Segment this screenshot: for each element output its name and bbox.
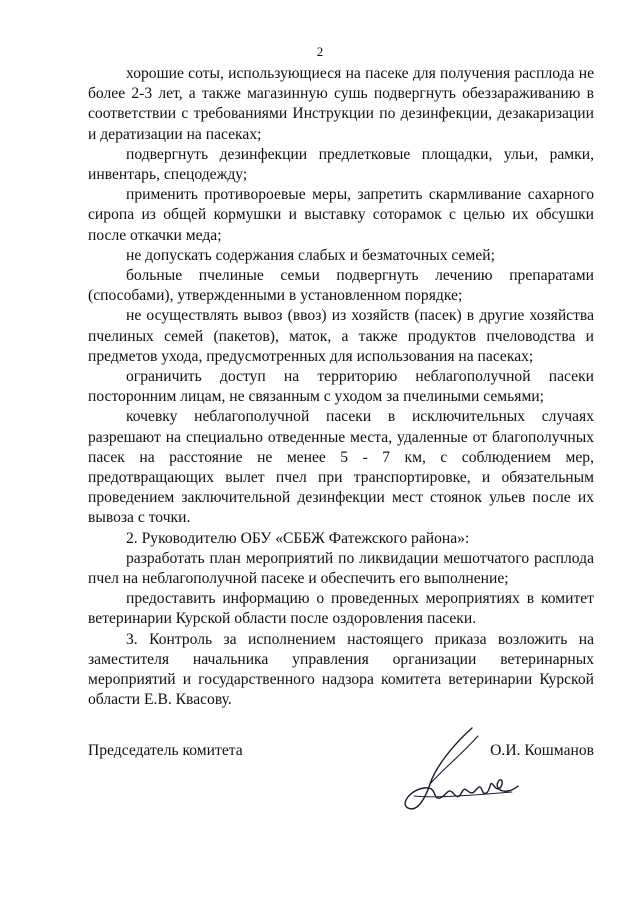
paragraph: кочевку неблагополучной пасеки в исключительных случаях разрешают на специально отведенные места, удаленные от благополучных пасек на расстояние не менее 5 - 7 км, с соблюдением мер, предотвращающих вылет пчел при транспортировке, и обязательным проведением заключительной дезинфекции мест стоянок ульев после их вывоза с точки. — [88, 408, 594, 527]
paragraph: не осуществлять вывоз (ввоз) из хозяйств (пасек) в другие хозяйства пчелиных семей (пакетов), маток, а также продуктов пчеловодства и предметов ухода, предусмотренных для использования на пасеках; — [88, 307, 594, 365]
paragraph: ограничить доступ на территорию неблагополучной пасеки посторонним лицам, не связанным с уходом за пчелиными семьями; — [88, 368, 594, 406]
paragraph: 3. Контроль за исполнением настоящего приказа возложить на заместителя начальника управления организации ветеринарных мероприятий и государственного надзора комитета ветеринарии Курской области Е.В. Квасову. — [88, 630, 594, 709]
signature-block — [88, 738, 594, 818]
paragraph: предоставить информацию о проведенных мероприятиях в комитет ветеринарии Курской области после оздоровления пасеки. — [88, 590, 594, 628]
paragraph: применить противороевые меры, запретить скармливание сахарного сиропа из общей кормушки и выставку соторамок с целью их обсушки после откачки меда; — [88, 186, 594, 244]
document-body — [88, 64, 594, 711]
section-heading: 2. Руководителю ОБУ «СББЖ Фатежского района»: — [126, 529, 470, 547]
paragraph: подвергнуть дезинфекции предлетковые площадки, ульи, рамки, инвентарь, спецодежду; — [88, 145, 594, 184]
paragraph: больные пчелиные семьи подвергнуть лечению препаратами (способами), утвержденными в установленном порядке; — [88, 267, 594, 305]
paragraph: разработать план мероприятий по ликвидации мешотчатого расплода пчел на неблагополучной пасеке и обеспечить его выполнение; — [88, 549, 594, 588]
signatory-name: О.И. Кошманов — [490, 742, 594, 759]
signatory-title: Председатель комитета — [88, 742, 243, 759]
handwritten-signature — [394, 726, 524, 818]
paragraph: хорошие соты, использующиеся на пасеке для получения расплода не более 2-3 лет, а также магазинную сушь подвергнуть обеззараживанию в соответствии с требованиями Инструкции по дезинфекции, дезакаризации и дератизации на пасеках; — [88, 65, 594, 143]
paragraph: не допускать содержания слабых и безматочных семей; — [126, 246, 495, 264]
page-number: 2 — [316, 44, 324, 59]
